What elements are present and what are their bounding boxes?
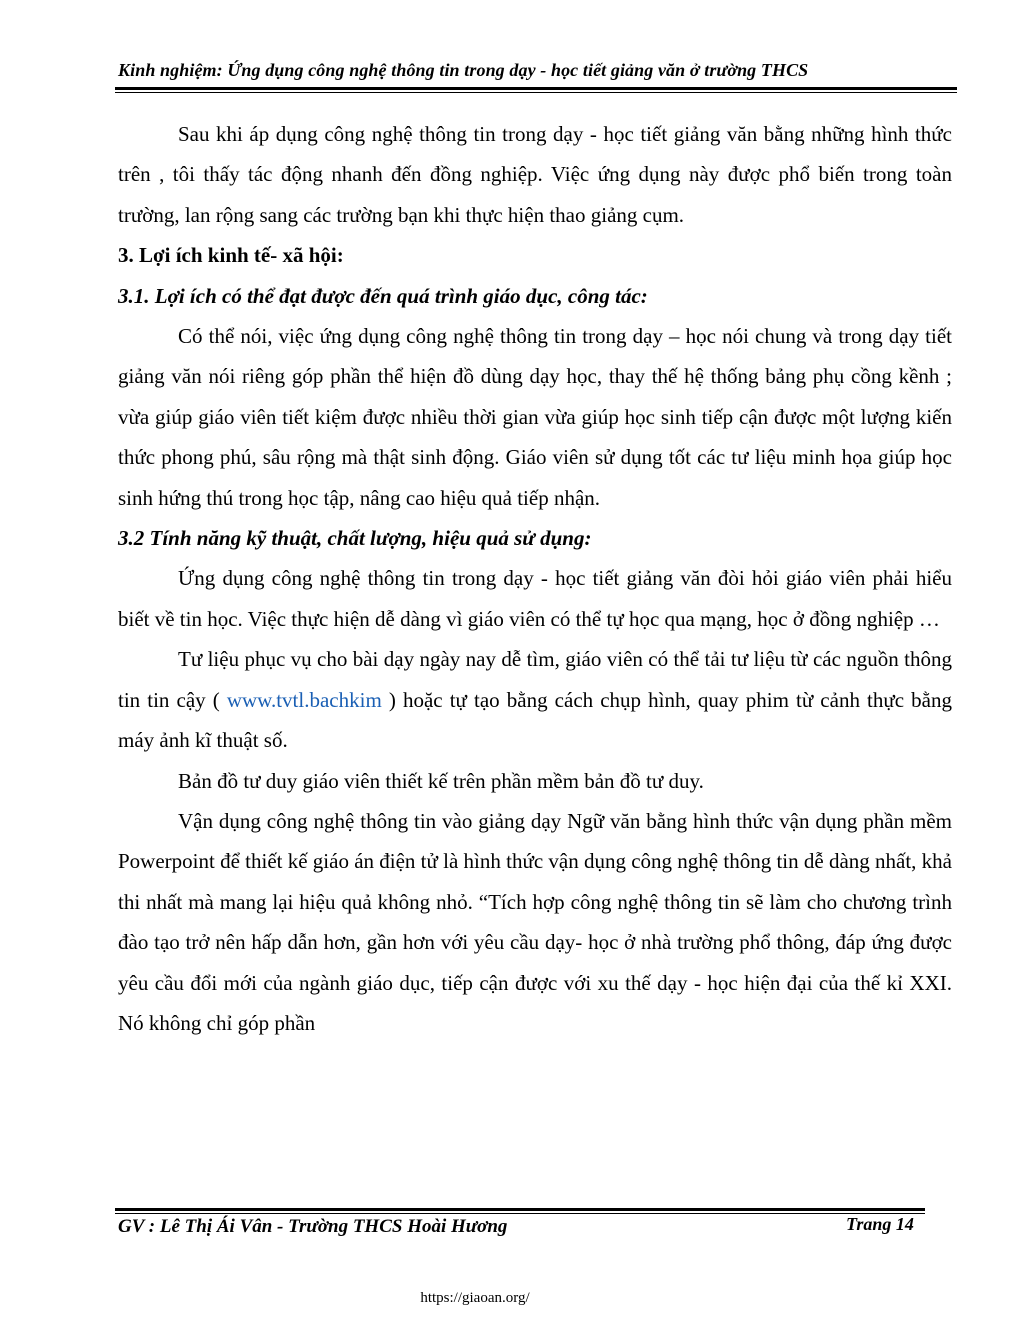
page-number: Trang 14: [846, 1214, 914, 1234]
header-rule-thick: [115, 87, 957, 90]
header-rule-thin: [115, 92, 957, 93]
footer-rule-thick: [115, 1208, 925, 1211]
document-body: [118, 114, 952, 1043]
paragraph-6: Vận dụng công nghệ thông tin vào giảng dạy Ngữ văn bằng hình thức vận dụng phần mềm Powerpoint để thiết kế giáo án điện tử là hình thức vận dụng công nghệ thông tin dễ dàng nhất, khả thi nhất mà mang lại hiệu quả không nhỏ. “Tích hợp công nghệ thông tin sẽ làm cho chương trình đào tạo trở nên hấp dẫn hơn, gần hơn với yêu cầu dạy- học ở nhà trường phổ thông, đáp ứng được yêu cầu đổi mới của ngành giáo dục, tiếp cận được với xu thế dạy - học hiện đại của thế kỉ XXI. Nó không chỉ góp phần: [118, 808, 953, 1035]
paragraph-2: Có thể nói, việc ứng dụng công nghệ thông tin trong dạy – học nói chung và trong dạy tiết giảng văn nói riêng góp phần thể hiện đồ dùng dạy học, thay thế hệ thống bảng phụ cồng kềnh ; vừa giúp giáo viên tiết kiệm được nhiều thời gian vừa giúp học sinh tiếp cận được một lượng kiến thức phong phú, sâu rộng mà thật sinh động. Giáo viên sử dụng tốt các tư liệu minh họa giúp học sinh hứng thú trong học tập, nâng cao hiệu quả tiếp nhận.: [118, 324, 952, 510]
heading-3-1: 3.1. Lợi ích có thể đạt được đến quá trình giáo dục, công tác:: [118, 283, 648, 308]
paragraph-4: [118, 639, 952, 760]
footer-author: GV : Lê Thị Ái Vân - Trường THCS Hoài Hương: [118, 1216, 508, 1237]
heading-3-2: 3.2 Tính năng kỹ thuật, chất lượng, hiệu quả sử dụng:: [118, 526, 592, 551]
paragraph-3: Ứng dụng công nghệ thông tin trong dạy - học tiết giảng văn đòi hỏi giáo viên phải hiểu biết về tin học. Việc thực hiện dễ dàng vì giáo viên có thể tự học qua mạng, học ở đồng nghiệp …: [118, 566, 952, 631]
source-link[interactable]: www.tvtl.bachkim: [226, 687, 382, 712]
paragraph-4-text-start: Tư liệu phục vụ cho bài dạy ngày nay dễ tìm, giáo viên có thể tải tư liệu từ các nguồn thông tin tin cậy (: [118, 647, 952, 712]
paragraph-5: Bản đồ tư duy giáo viên thiết kế trên phần mềm bản đồ tư duy.: [178, 768, 704, 793]
page-header: Kinh nghiệm: Ứng dụng công nghệ thông tin trong dạy - học tiết giảng văn ở trường THCS: [118, 60, 809, 80]
footer-rule-thin: [115, 1213, 925, 1214]
source-url[interactable]: https://giaoan.org/: [420, 1290, 530, 1306]
paragraph-4-text-end: ) hoặc tự tạo bằng cách chụp hình, quay phim từ cảnh thực bằng máy ảnh kĩ thuật số.: [118, 687, 952, 753]
heading-3: 3. Lợi ích kinh tế- xã hội:: [118, 243, 344, 268]
paragraph-1: Sau khi áp dụng công nghệ thông tin trong dạy - học tiết giảng văn bằng những hình thức trên , tôi thấy tác động nhanh đến đồng nghiệp. Việc ứng dụng này được phổ biến trong toàn trường, lan rộng sang các trường bạn khi thực hiện thao giảng cụm.: [118, 122, 952, 227]
